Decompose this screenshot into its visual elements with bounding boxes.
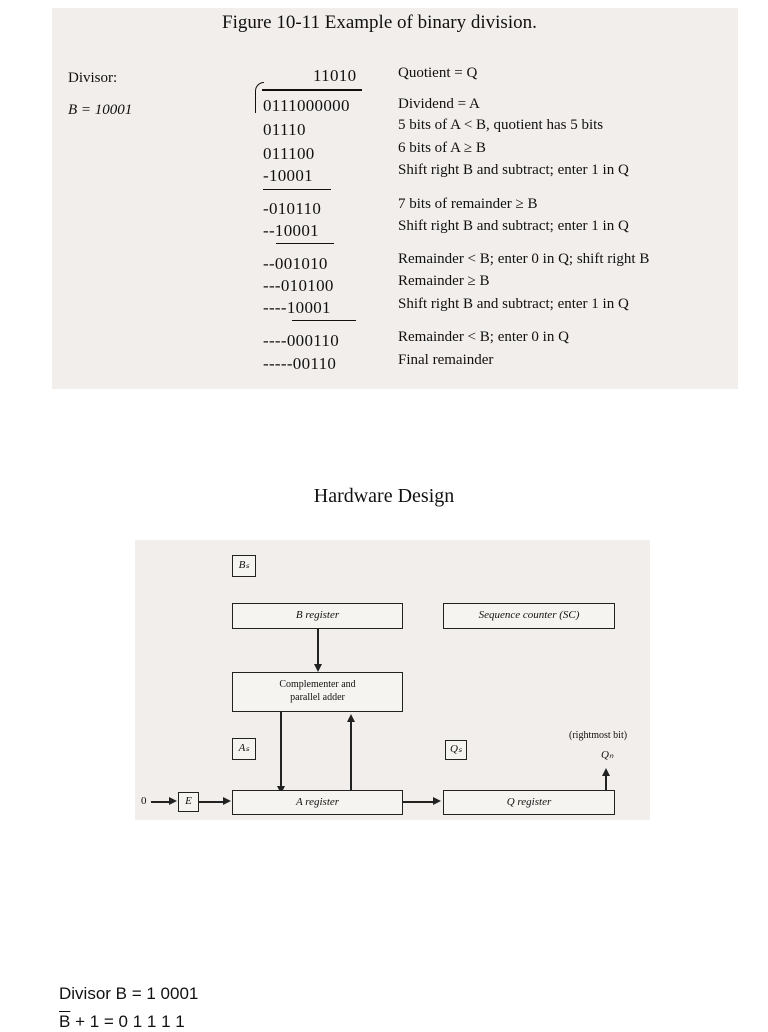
connector [403, 801, 435, 803]
arrow-right-icon [169, 797, 177, 805]
complement-text [59, 1012, 185, 1032]
step-value: ----10001 [263, 298, 331, 317]
step-desc: Shift right B and subtract; enter 1 in Q [398, 162, 629, 178]
step-value: --10001 [263, 221, 319, 240]
connector [280, 712, 282, 790]
q-register: Q register [443, 790, 615, 815]
b-bar: $\overline{B}$ [59, 1012, 71, 1031]
section-title: Hardware Design [313, 485, 455, 507]
step-desc: Remainder < B; enter 0 in Q; shift right B [398, 251, 650, 267]
arrow-up-icon [602, 768, 610, 776]
divisor-label: Divisor: [68, 70, 118, 86]
step-value: -010110 [263, 199, 322, 218]
rightmost-bit-note: (rightmost bit) [569, 730, 628, 741]
complementer-adder [232, 672, 403, 712]
step-rule [292, 320, 356, 321]
e-flipflop: E [178, 792, 199, 812]
complementer-line2: parallel adder [290, 692, 345, 703]
b-register: B register [232, 603, 403, 629]
step-rule [276, 243, 334, 244]
sequence-counter: Sequence counter (SC) [443, 603, 615, 629]
arrow-down-icon [314, 664, 322, 672]
connector [317, 629, 319, 665]
binary-division-figure [52, 8, 738, 389]
connector [199, 801, 225, 803]
zero-input: 0 [141, 795, 147, 807]
arrow-right-icon [433, 797, 441, 805]
arrow-up-icon [347, 714, 355, 722]
complement-rest: + 1 = 0 1 1 1 1 [70, 1012, 185, 1031]
step-value: 011100 [263, 144, 315, 163]
step-desc: Final remainder [398, 352, 494, 368]
connector [151, 801, 171, 803]
step-rule [263, 189, 331, 190]
divisor-text: Divisor B = 1 0001 [59, 984, 199, 1003]
step-value: 0111000000 [263, 96, 350, 115]
complementer-line1: Complementer and [279, 679, 356, 690]
step-desc: 7 bits of remainder ≥ B [398, 196, 538, 212]
hardware-diagram [135, 540, 650, 820]
arrow-right-icon [223, 797, 231, 805]
step-desc: Dividend = A [398, 96, 480, 112]
step-desc: Remainder < B; enter 0 in Q [398, 329, 569, 345]
a-register: A register [232, 790, 403, 815]
as-flipflop: Aₛ [232, 738, 256, 760]
qn-label: Qₙ [601, 749, 614, 761]
step-desc: Shift right B and subtract; enter 1 in Q [398, 296, 629, 312]
step-value: 01110 [263, 120, 306, 139]
step-value: --001010 [263, 254, 328, 273]
quotient-value: 11010 [313, 66, 357, 85]
bs-flipflop: Bₛ [232, 555, 256, 577]
divisor-value: B = 10001 [68, 102, 133, 118]
step-desc: 5 bits of A < B, quotient has 5 bits [398, 117, 604, 133]
qs-flipflop: Qₛ [445, 740, 467, 760]
step-value: ---010100 [263, 276, 334, 295]
step-value: ----000110 [263, 331, 340, 350]
division-bar [262, 89, 362, 91]
step-desc: Remainder ≥ B [398, 273, 490, 289]
quotient-desc: Quotient = Q [398, 65, 478, 81]
step-desc: Shift right B and subtract; enter 1 in Q [398, 218, 629, 234]
connector [350, 722, 352, 790]
figure-title: Figure 10-11 Example of binary division. [222, 12, 537, 33]
step-value: -----00110 [263, 354, 337, 373]
step-desc: 6 bits of A ≥ B [398, 140, 486, 156]
step-value: -10001 [263, 166, 313, 185]
